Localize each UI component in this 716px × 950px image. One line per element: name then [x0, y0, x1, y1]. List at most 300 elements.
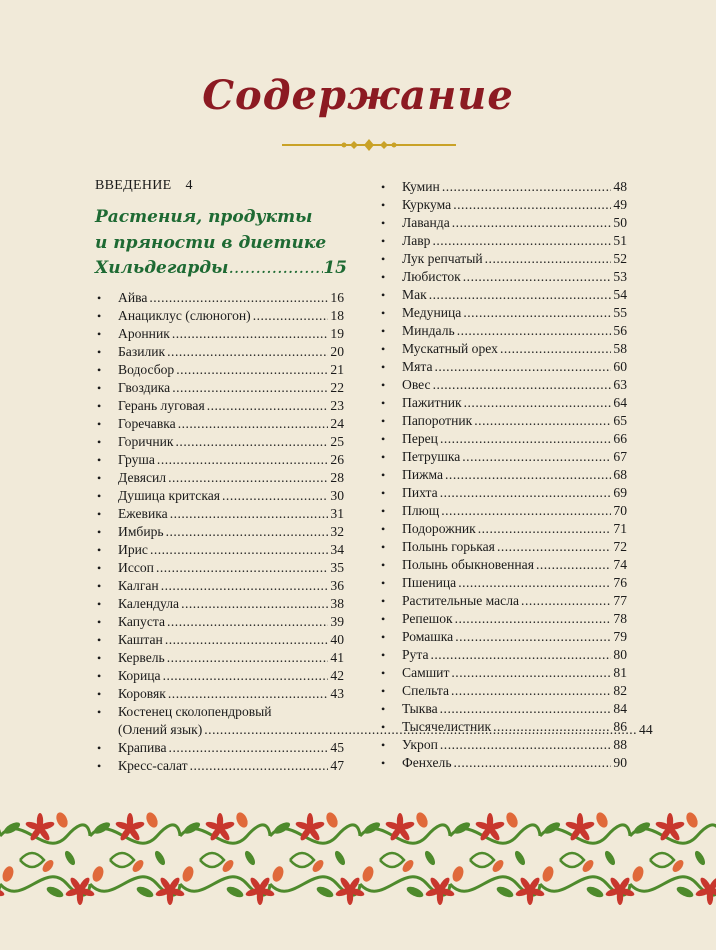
entry-page: 52: [613, 251, 627, 266]
leader-dots: [478, 520, 612, 538]
toc-entry[interactable]: [381, 484, 627, 502]
leader-dots: [168, 685, 329, 703]
toc-entry[interactable]: [381, 646, 627, 664]
toc-entry[interactable]: [97, 649, 344, 667]
toc-entry[interactable]: [97, 541, 344, 559]
bullet-icon: •: [97, 561, 102, 575]
bullet-icon: •: [381, 756, 386, 770]
toc-entry[interactable]: [381, 250, 627, 268]
bullet-icon: •: [381, 234, 386, 248]
floral-border-icon: [0, 806, 716, 912]
entry-page: 40: [330, 632, 344, 647]
entry-page: 35: [330, 560, 344, 575]
bullet-icon: •: [381, 216, 386, 230]
leader-dots: [441, 502, 611, 520]
toc-entry[interactable]: [381, 466, 627, 484]
entry-page: 48: [613, 179, 627, 194]
toc-section-heading[interactable]: [95, 205, 347, 282]
toc-entry[interactable]: [381, 376, 627, 394]
bullet-icon: •: [97, 525, 102, 539]
entry-label: Кервель: [118, 650, 165, 665]
entry-label: Перец: [402, 431, 438, 446]
entry-label: Мускатный орех: [402, 341, 498, 356]
bullet-icon: •: [381, 396, 386, 410]
leader-dots: [521, 592, 611, 610]
entry-page: 54: [613, 287, 627, 302]
bullet-icon: •: [381, 738, 386, 752]
leader-dots: [474, 412, 611, 430]
entry-label: Калган: [118, 578, 159, 593]
entry-page: 69: [613, 485, 627, 500]
bullet-icon: •: [97, 327, 102, 341]
leader-dots: [452, 214, 612, 232]
entry-label: Тысячелистник: [402, 719, 492, 734]
toc-entry[interactable]: [381, 322, 627, 340]
entry-label: Груша: [118, 452, 155, 467]
bullet-icon: •: [97, 507, 102, 521]
entry-label: Укроп: [402, 737, 438, 752]
toc-entry[interactable]: [381, 286, 627, 304]
entry-page: 32: [330, 524, 344, 539]
toc-entry[interactable]: [97, 289, 344, 307]
toc-column-2: [381, 178, 627, 772]
entry-page: 72: [613, 539, 627, 554]
leader-dots: [165, 631, 329, 649]
entry-page: 16: [330, 290, 344, 305]
toc-entry[interactable]: [97, 505, 344, 523]
toc-entry[interactable]: [97, 469, 344, 487]
entry-label: Полынь горькая: [402, 539, 495, 554]
entry-page: 30: [330, 488, 344, 503]
entry-label: Корица: [118, 668, 161, 683]
bullet-icon: •: [381, 540, 386, 554]
entry-label: Миндаль: [402, 323, 455, 338]
entry-label: Лук репчатый: [402, 251, 483, 266]
entry-label: Коровяк: [118, 686, 166, 701]
entry-page: 23: [330, 398, 344, 413]
intro-label: ВВЕДЕНИЕ: [95, 178, 172, 193]
entry-label: Календула: [118, 596, 180, 611]
toc-entry[interactable]: [97, 397, 344, 415]
entry-page: 56: [613, 323, 627, 338]
bullet-icon: •: [97, 633, 102, 647]
toc-entry[interactable]: [381, 538, 627, 556]
entry-page: 84: [613, 701, 627, 716]
toc-entry[interactable]: [97, 487, 344, 505]
leader-dots: [458, 574, 611, 592]
leader-dots: [442, 178, 612, 196]
toc-entry[interactable]: [97, 415, 344, 433]
entry-page: 47: [330, 758, 344, 773]
bullet-icon: •: [381, 666, 386, 680]
bullet-icon: •: [381, 702, 386, 716]
leader-dots: [440, 736, 612, 754]
page-title: Содержание: [202, 72, 514, 119]
entry-label: Водосбор: [118, 362, 175, 377]
entry-page: 78: [613, 611, 627, 626]
bullet-icon: •: [381, 414, 386, 428]
bullet-icon: •: [381, 468, 386, 482]
bullet-icon: •: [97, 453, 102, 467]
entry-page: 55: [613, 305, 627, 320]
toc-entry[interactable]: [381, 340, 627, 358]
entry-label: Душица критская: [118, 488, 221, 503]
entry-label: Лавр: [402, 233, 431, 248]
entry-page: 82: [613, 683, 627, 698]
entry-page: 26: [330, 452, 344, 467]
leader-dots: [178, 415, 329, 433]
entry-label: Крапива: [118, 740, 167, 755]
toc-entry[interactable]: [381, 430, 627, 448]
entry-page: 25: [330, 434, 344, 449]
entry-label: Иссоп: [118, 560, 154, 575]
entry-page: 34: [330, 542, 344, 557]
entry-label: Рута: [402, 647, 429, 662]
toc-entry[interactable]: [381, 700, 627, 718]
toc-entry[interactable]: [381, 556, 627, 574]
entry-label: Подорожник: [402, 521, 476, 536]
entry-label: Горичник: [118, 434, 174, 449]
toc-entry[interactable]: [381, 718, 627, 736]
entry-label: Пшеница: [402, 575, 457, 590]
leader-dots: [207, 397, 329, 415]
entry-page: 41: [330, 650, 344, 665]
leader-dots: [170, 505, 329, 523]
leader-dots: [431, 646, 612, 664]
entry-page: 67: [613, 449, 627, 464]
bullet-icon: •: [381, 504, 386, 518]
entry-label: Анациклус (слюногон): [118, 308, 251, 323]
leader-dots: [169, 739, 329, 757]
leader-dots: [253, 307, 329, 325]
entry-page: 58: [613, 341, 627, 356]
entry-page: 49: [613, 197, 627, 212]
toc-entry[interactable]: [381, 232, 627, 250]
toc-entry[interactable]: [97, 343, 344, 361]
entry-label: Кумин: [402, 179, 440, 194]
toc-entry[interactable]: [97, 433, 344, 451]
entry-page: 21: [330, 362, 344, 377]
leader-dots: [445, 466, 611, 484]
leader-dots: [172, 325, 329, 343]
bullet-icon: •: [97, 741, 102, 755]
entry-page: 60: [613, 359, 627, 374]
entry-label: Базилик: [118, 344, 166, 359]
entry-page: 70: [613, 503, 627, 518]
bullet-icon: •: [381, 324, 386, 338]
bullet-icon: •: [97, 597, 102, 611]
gold-ornament-divider-icon: [282, 138, 456, 152]
leader-dots: [440, 484, 612, 502]
leader-dots: [497, 538, 611, 556]
entry-page: 66: [613, 431, 627, 446]
leader-dots: [429, 286, 612, 304]
bullet-icon: •: [381, 432, 386, 446]
bullet-icon: •: [381, 306, 386, 320]
entry-label: Горечавка: [118, 416, 176, 431]
toc-entry[interactable]: [381, 412, 627, 430]
entry-page: 19: [330, 326, 344, 341]
entry-page: 74: [613, 557, 627, 572]
entry-page: 79: [613, 629, 627, 644]
leader-dots: [433, 376, 612, 394]
bullet-icon: •: [97, 543, 102, 557]
leader-dots: [440, 430, 611, 448]
leader-dots: [451, 682, 611, 700]
leader-dots: [150, 541, 328, 559]
entry-label: Овес: [402, 377, 431, 392]
entry-label: Аронник: [118, 326, 170, 341]
entry-label: Тыква: [402, 701, 438, 716]
toc-entry[interactable]: [97, 631, 344, 649]
entry-page: 20: [330, 344, 344, 359]
entry-page: 43: [330, 686, 344, 701]
entry-page: 36: [330, 578, 344, 593]
leader-dots: [453, 196, 611, 214]
entry-page: 51: [613, 233, 627, 248]
entry-label: Растительные масла: [402, 593, 520, 608]
entry-label: Ежевика: [118, 506, 168, 521]
toc-entry[interactable]: [381, 592, 627, 610]
leader-dots: [181, 595, 328, 613]
bullet-icon: •: [381, 342, 386, 356]
leader-dots: [222, 487, 328, 505]
leader-dots: [455, 610, 612, 628]
bullet-icon: •: [97, 687, 102, 701]
toc-entry[interactable]: [381, 196, 627, 214]
leader-dots: [176, 361, 328, 379]
bullet-icon: •: [381, 486, 386, 500]
bullet-icon: •: [381, 648, 386, 662]
leader-dots: [463, 304, 611, 322]
entry-label: Медуница: [402, 305, 462, 320]
leader-dots: [493, 718, 611, 736]
entry-page: 63: [613, 377, 627, 392]
bullet-icon: •: [97, 669, 102, 683]
leader-dots: [190, 757, 329, 775]
toc-entry[interactable]: [381, 178, 627, 196]
entry-page: 31: [330, 506, 344, 521]
toc-entry[interactable]: [381, 736, 627, 754]
leader-dots: [485, 250, 612, 268]
toc-entry[interactable]: [97, 361, 344, 379]
toc-entry[interactable]: [381, 358, 627, 376]
entry-label: Репешок: [402, 611, 453, 626]
entry-page: 38: [330, 596, 344, 611]
entry-label: Пажитник: [402, 395, 462, 410]
toc-entry[interactable]: [97, 685, 344, 703]
toc-entry[interactable]: [97, 757, 344, 775]
bullet-icon: •: [381, 612, 386, 626]
entry-label: Спельта: [402, 683, 449, 698]
toc-entry[interactable]: [97, 739, 344, 757]
entry-page: 88: [613, 737, 627, 752]
intro-page: 4: [185, 178, 193, 193]
entry-page: 45: [330, 740, 344, 755]
bullet-icon: •: [381, 576, 386, 590]
bullet-icon: •: [381, 360, 386, 374]
leader-dots: [434, 358, 611, 376]
bullet-icon: •: [381, 450, 386, 464]
toc-entry[interactable]: [97, 307, 344, 325]
leader-dots: [167, 649, 329, 667]
entry-label: Плющ: [402, 503, 440, 518]
entry-label: Куркума: [402, 197, 452, 212]
entry-page: 18: [330, 308, 344, 323]
toc-entry[interactable]: [97, 577, 344, 595]
leader-dots: [172, 379, 328, 397]
section-line-3: Хильдегарды: [95, 258, 229, 278]
bullet-icon: •: [97, 651, 102, 665]
toc-entry[interactable]: [97, 613, 344, 631]
entry-page: 80: [613, 647, 627, 662]
section-line-2: и пряности в диетике: [95, 232, 327, 253]
entry-label: Лаванда: [402, 215, 450, 230]
bullet-icon: •: [97, 489, 102, 503]
bullet-icon: •: [97, 417, 102, 431]
entry-label: Гвоздика: [118, 380, 171, 395]
entry-page: 53: [613, 269, 627, 284]
entry-page: 76: [613, 575, 627, 590]
bullet-icon: •: [97, 399, 102, 413]
leader-dots: [163, 667, 329, 685]
entry-label: Айва: [118, 290, 148, 305]
entry-label: Ирис: [118, 542, 148, 557]
entry-label: Пижма: [402, 467, 444, 482]
toc-entry[interactable]: [97, 523, 344, 541]
bullet-icon: •: [381, 594, 386, 608]
leader-dots: [166, 523, 329, 541]
bullet-icon: •: [381, 378, 386, 392]
bullet-icon: •: [381, 252, 386, 266]
entry-page: 50: [613, 215, 627, 230]
leader-dots: [454, 754, 612, 772]
entry-label: Любисток: [402, 269, 461, 284]
entry-page: 65: [613, 413, 627, 428]
toc-entry[interactable]: [381, 268, 627, 286]
entry-page: 24: [330, 416, 344, 431]
bullet-icon: •: [97, 363, 102, 377]
section-leader-dots: [228, 256, 323, 282]
entry-label: Петрушка: [402, 449, 461, 464]
bullet-icon: •: [97, 381, 102, 395]
bullet-icon: •: [97, 615, 102, 629]
entry-page: 39: [330, 614, 344, 629]
bullet-icon: •: [97, 705, 102, 719]
leader-dots: [462, 448, 611, 466]
entry-label: Полынь обыкновенная: [402, 557, 534, 572]
entry-page: 90: [613, 755, 627, 770]
entry-label: Костенец сколопендровый: [118, 704, 272, 719]
entry-label: Девясил: [118, 470, 167, 485]
entry-label: Герань луговая: [118, 398, 205, 413]
toc-entry[interactable]: [381, 448, 627, 466]
bullet-icon: •: [381, 720, 386, 734]
leader-dots: [157, 451, 328, 469]
section-line-1: Растения, продукты: [95, 207, 313, 227]
leader-dots: [167, 613, 328, 631]
entry-label: Фенхель: [402, 755, 452, 770]
bullet-icon: •: [381, 522, 386, 536]
toc-entry[interactable]: [97, 451, 344, 469]
entry-label-continued: (Олений язык): [118, 722, 203, 737]
entry-label: Кресс-салат: [118, 758, 188, 773]
leader-dots: [156, 559, 328, 577]
toc-entry[interactable]: [97, 667, 344, 685]
bullet-icon: •: [381, 684, 386, 698]
entry-label: Имбирь: [118, 524, 164, 539]
bullet-icon: •: [97, 759, 102, 773]
toc-entry[interactable]: [381, 520, 627, 538]
leader-dots: [500, 340, 611, 358]
section-page: 15: [323, 258, 347, 278]
leader-dots: [167, 343, 328, 361]
toc-entry[interactable]: [381, 214, 627, 232]
leader-dots: [176, 433, 329, 451]
bullet-icon: •: [381, 558, 386, 572]
leader-dots: [440, 700, 612, 718]
leader-dots: [463, 268, 612, 286]
bullet-icon: •: [381, 288, 386, 302]
bullet-icon: •: [97, 291, 102, 305]
entry-label: Мята: [402, 359, 433, 374]
leader-dots: [161, 577, 329, 595]
entry-page: 81: [613, 665, 627, 680]
entry-label: Мак: [402, 287, 427, 302]
leader-dots: [451, 664, 611, 682]
toc-entry[interactable]: [381, 394, 627, 412]
toc-entry[interactable]: [381, 574, 627, 592]
toc-intro-entry[interactable]: [95, 178, 193, 194]
toc-entry[interactable]: [97, 379, 344, 397]
entry-label: Самшит: [402, 665, 450, 680]
leader-dots: [149, 289, 328, 307]
leader-dots: [455, 628, 611, 646]
toc-entry[interactable]: [381, 628, 627, 646]
entry-page: 71: [613, 521, 627, 536]
toc-entry[interactable]: [97, 325, 344, 343]
toc-entry[interactable]: [381, 664, 627, 682]
bullet-icon: •: [381, 198, 386, 212]
leader-dots: [168, 469, 328, 487]
bullet-icon: •: [381, 180, 386, 194]
entry-label: Капуста: [118, 614, 165, 629]
toc-entry[interactable]: [381, 304, 627, 322]
bullet-icon: •: [97, 345, 102, 359]
leader-dots: [536, 556, 611, 574]
toc-entry[interactable]: [381, 682, 627, 700]
toc-entry[interactable]: [381, 754, 627, 772]
entry-page: 22: [330, 380, 344, 395]
entry-label: Папоротник: [402, 413, 473, 428]
bullet-icon: •: [381, 630, 386, 644]
leader-dots: [464, 394, 612, 412]
leader-dots: [432, 232, 611, 250]
entry-label: Ромашка: [402, 629, 454, 644]
entry-page: 77: [613, 593, 627, 608]
entry-page: 68: [613, 467, 627, 482]
toc-entry[interactable]: [97, 595, 344, 613]
toc-entry[interactable]: [97, 559, 344, 577]
bullet-icon: •: [97, 309, 102, 323]
entry-page: 86: [613, 719, 627, 734]
bullet-icon: •: [97, 471, 102, 485]
toc-entry[interactable]: [381, 502, 627, 520]
entry-label: Пихта: [402, 485, 438, 500]
toc-entry[interactable]: [381, 610, 627, 628]
entry-page: 64: [613, 395, 627, 410]
entry-label: Каштан: [118, 632, 163, 647]
